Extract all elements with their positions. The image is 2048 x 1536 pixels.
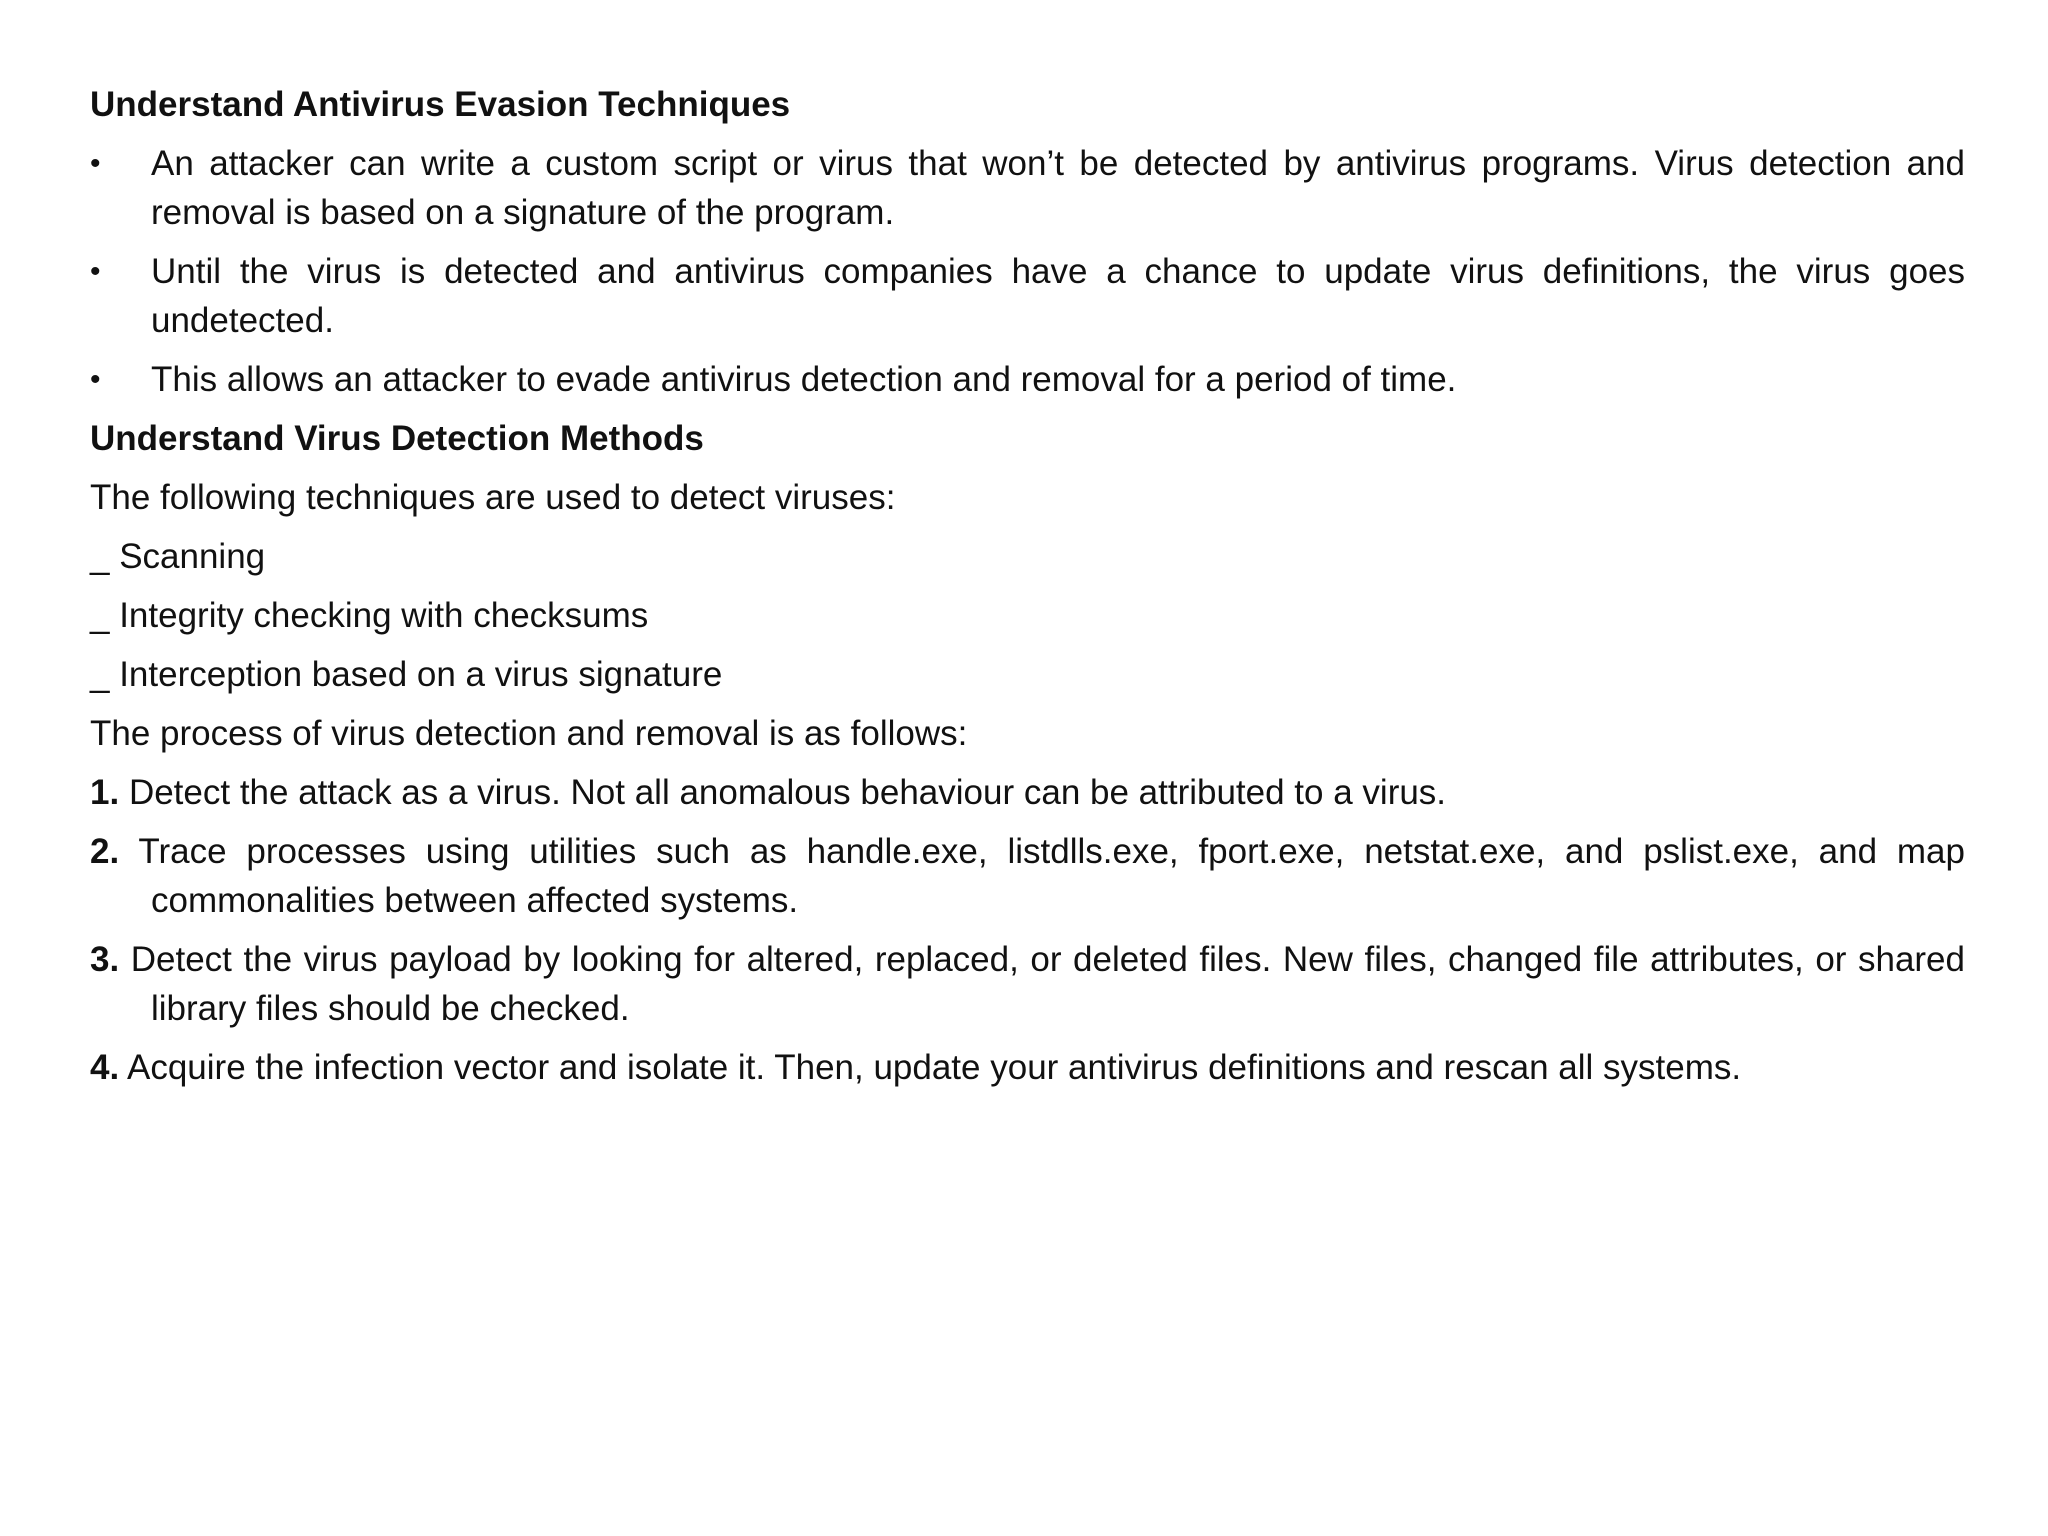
process-step	[90, 1043, 1965, 1092]
technique-item: _ Interception based on a virus signature	[90, 655, 723, 694]
step-text: Detect the attack as a virus. Not all anomalous behaviour can be attributed to a virus.	[128, 773, 1447, 812]
step-number: 3.	[90, 940, 120, 979]
step-number: 1.	[90, 773, 120, 812]
bullet-text: Until the virus is detected and antivirus companies have a chance to update virus definitions, the virus goes undetected.	[151, 252, 1965, 340]
step-text: Trace processes using utilities such as handle.exe, listdlls.exe, fport.exe, netstat.exe, and pslist.exe, and map commonalities between affected systems.	[138, 832, 1965, 920]
process-step	[90, 768, 1965, 817]
technique-item: _ Scanning	[90, 537, 266, 576]
section-heading-detection: Understand Virus Detection Methods	[90, 419, 704, 458]
technique-item: _ Integrity checking with checksums	[90, 596, 649, 635]
bullet-dot: •	[90, 363, 101, 396]
step-number: 4.	[90, 1048, 120, 1087]
process-step	[90, 935, 1965, 1033]
bullet-item	[90, 355, 1965, 404]
bullet-dot: •	[90, 147, 101, 180]
step-number: 2.	[90, 832, 120, 871]
detection-intro: The following techniques are used to detect viruses:	[90, 478, 896, 517]
process-step	[90, 827, 1965, 925]
bullet-dot: •	[90, 255, 101, 288]
bullet-item	[90, 139, 1965, 237]
bullet-item	[90, 247, 1965, 345]
document-page	[90, 80, 1965, 1102]
bullet-text: This allows an attacker to evade antivirus detection and removal for a period of time.	[151, 360, 1457, 399]
process-intro: The process of virus detection and removal is as follows:	[90, 714, 968, 753]
bullet-text: An attacker can write a custom script or virus that won’t be detected by antivirus programs. Virus detection and removal is based on a signature of the program.	[151, 144, 1965, 232]
step-text: Detect the virus payload by looking for altered, replaced, or deleted files. New files, changed file attributes, or shared library files should be checked.	[130, 940, 1965, 1028]
step-text: Acquire the infection vector and isolate it. Then, update your antivirus definitions and rescan all systems.	[127, 1048, 1742, 1087]
section-heading-evasion: Understand Antivirus Evasion Techniques	[90, 85, 791, 124]
